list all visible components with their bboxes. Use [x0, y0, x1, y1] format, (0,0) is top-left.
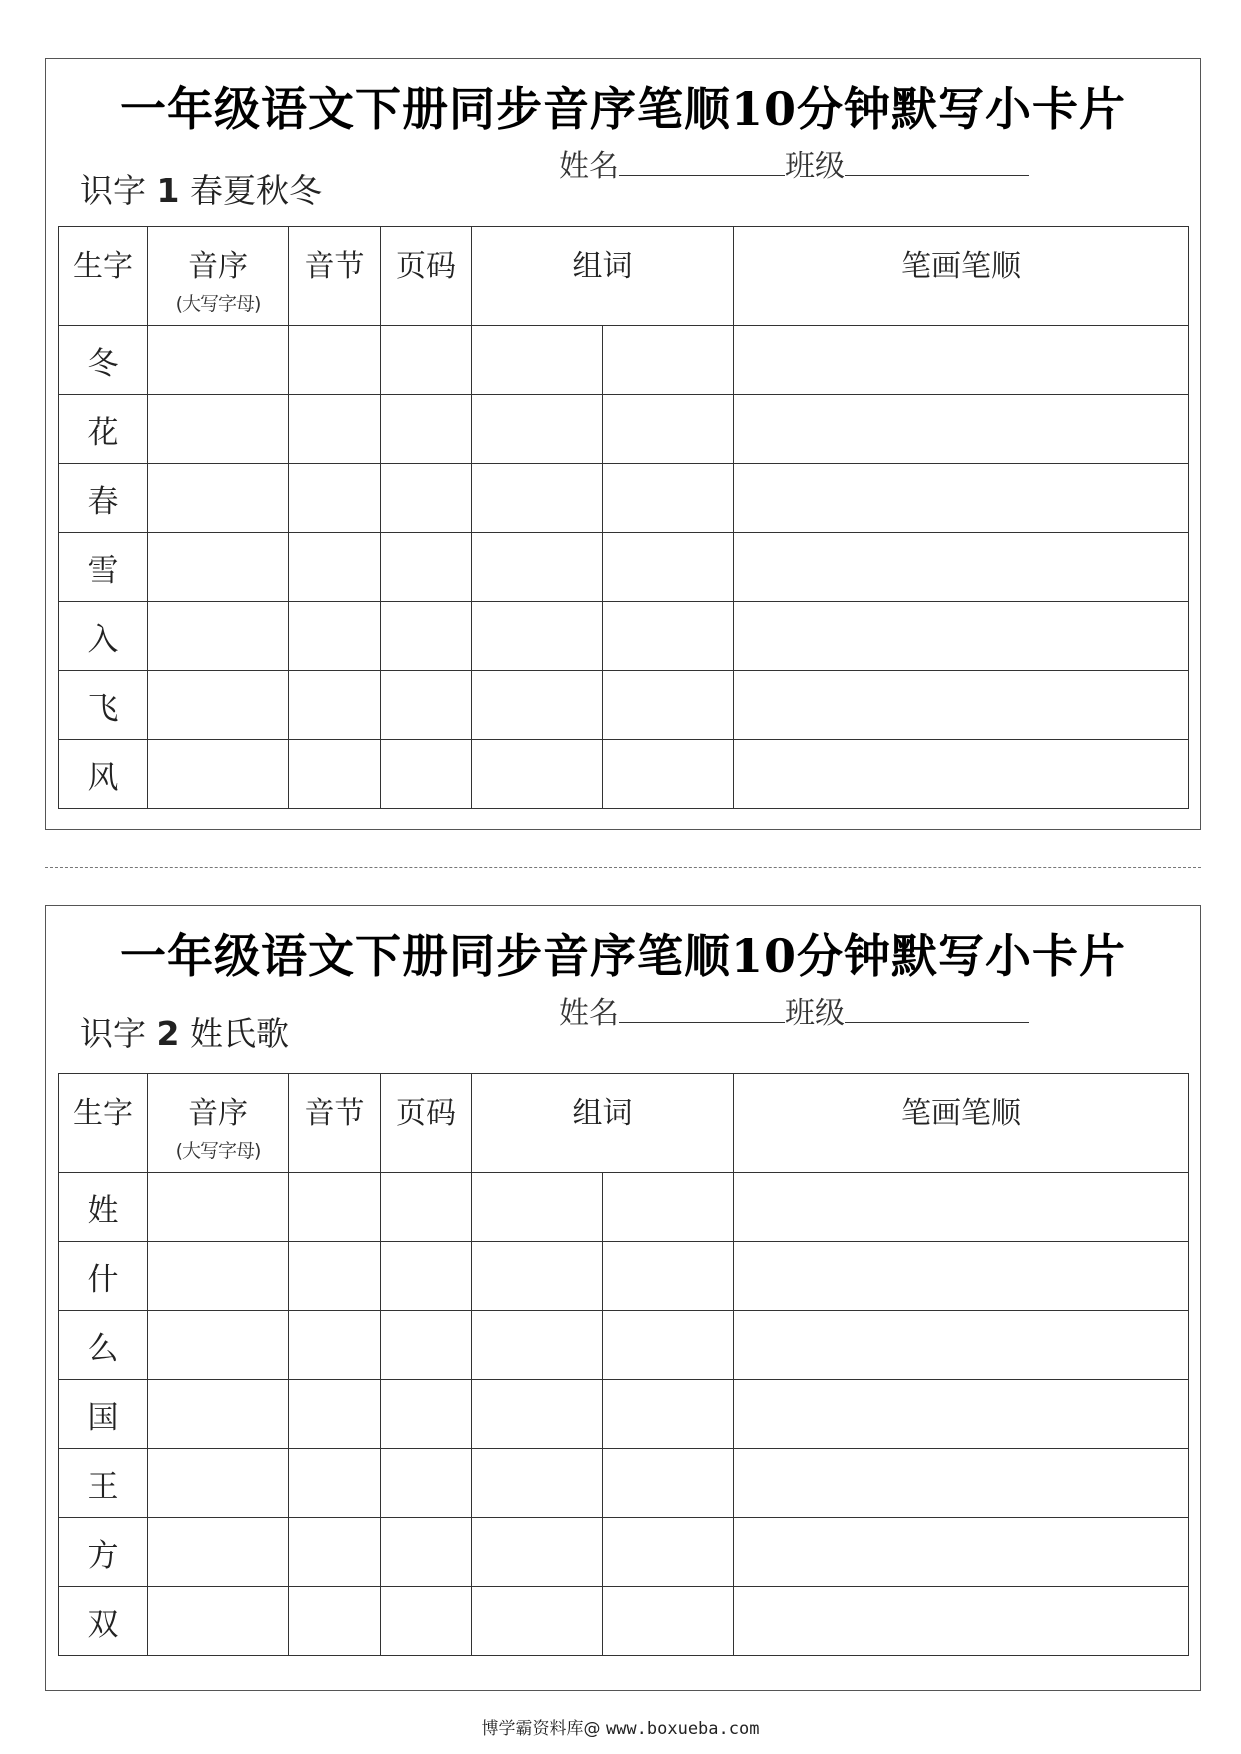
class-label: 班级 — [785, 996, 845, 1031]
yema-cell[interactable] — [381, 602, 472, 671]
table-row — [59, 671, 1189, 740]
yinjie-cell[interactable] — [289, 1587, 381, 1656]
dictation-table — [58, 226, 1189, 809]
zuci-cell-2[interactable] — [603, 1587, 734, 1656]
bihua-cell[interactable] — [734, 326, 1189, 395]
zuci-cell-2[interactable] — [603, 326, 734, 395]
lesson-heading — [80, 165, 322, 212]
bihua-cell[interactable] — [734, 740, 1189, 809]
yinjie-cell[interactable] — [289, 602, 381, 671]
table-row — [59, 740, 1189, 809]
character-cell: 什 — [59, 1242, 148, 1311]
name-blank[interactable] — [619, 992, 785, 1023]
yinjie-cell[interactable] — [289, 326, 381, 395]
lesson-number: 1 — [156, 171, 180, 210]
bihua-cell[interactable] — [734, 1449, 1189, 1518]
table-row — [59, 602, 1189, 671]
header-zuci: 组词 — [472, 1074, 734, 1173]
zuci-cell-1[interactable] — [472, 1587, 603, 1656]
character-cell: 国 — [59, 1380, 148, 1449]
bihua-cell[interactable] — [734, 395, 1189, 464]
yinxu-cell[interactable] — [148, 671, 289, 740]
table-row — [59, 1242, 1189, 1311]
name-class-line — [559, 988, 1029, 1032]
zuci-cell-2[interactable] — [603, 533, 734, 602]
table-row — [59, 1449, 1189, 1518]
yema-cell[interactable] — [381, 1173, 472, 1242]
header-yinjie: 音节 — [289, 1074, 381, 1173]
zuci-cell-2[interactable] — [603, 1380, 734, 1449]
yinjie-cell[interactable] — [289, 1311, 381, 1380]
zuci-cell-2[interactable] — [603, 1173, 734, 1242]
dictation-table — [58, 1073, 1189, 1656]
yinxu-cell[interactable] — [148, 1518, 289, 1587]
card-title: 一年级语文下册同步音序笔顺10分钟默写小卡片 — [119, 929, 1126, 983]
zuci-cell-1[interactable] — [472, 740, 603, 809]
zuci-cell-2[interactable] — [603, 1449, 734, 1518]
yema-cell[interactable] — [381, 1518, 472, 1587]
footer-site-name: 博学霸资料库@ — [481, 1719, 601, 1739]
yinxu-cell[interactable] — [148, 1173, 289, 1242]
bihua-cell[interactable] — [734, 1518, 1189, 1587]
yema-cell[interactable] — [381, 395, 472, 464]
zuci-cell-2[interactable] — [603, 740, 734, 809]
header-yinjie: 音节 — [289, 227, 381, 326]
yema-cell[interactable] — [381, 1380, 472, 1449]
yinxu-cell[interactable] — [148, 1449, 289, 1518]
zuci-cell-1[interactable] — [472, 326, 603, 395]
yema-cell[interactable] — [381, 1587, 472, 1656]
zuci-cell-1[interactable] — [472, 1173, 603, 1242]
header-char: 生字 — [59, 1074, 148, 1173]
cut-line-divider — [45, 867, 1201, 868]
header-yinxu-note: (大写字母) — [175, 1140, 261, 1162]
zuci-cell-1[interactable] — [472, 533, 603, 602]
zuci-cell-2[interactable] — [603, 671, 734, 740]
header-bihua: 笔画笔顺 — [734, 227, 1189, 326]
yema-cell[interactable] — [381, 671, 472, 740]
character-cell: 方 — [59, 1518, 148, 1587]
character-cell: 姓 — [59, 1173, 148, 1242]
character-cell: 花 — [59, 395, 148, 464]
header-bihua: 笔画笔顺 — [734, 1074, 1189, 1173]
zuci-cell-2[interactable] — [603, 395, 734, 464]
table-row — [59, 1587, 1189, 1656]
header-zuci: 组词 — [472, 227, 734, 326]
yinjie-cell[interactable] — [289, 671, 381, 740]
character-cell: 飞 — [59, 671, 148, 740]
zuci-cell-1[interactable] — [472, 1449, 603, 1518]
yema-cell[interactable] — [381, 1242, 472, 1311]
yinjie-cell[interactable] — [289, 1242, 381, 1311]
header-row — [59, 1074, 1189, 1173]
yinxu-cell[interactable] — [148, 326, 289, 395]
zuci-cell-1[interactable] — [472, 671, 603, 740]
yema-cell[interactable] — [381, 326, 472, 395]
name-label: 姓名 — [559, 149, 619, 184]
table-row — [59, 464, 1189, 533]
zuci-cell-1[interactable] — [472, 1311, 603, 1380]
yinxu-cell[interactable] — [148, 740, 289, 809]
yinxu-cell[interactable] — [148, 1242, 289, 1311]
lesson-prefix: 识字 — [80, 1014, 146, 1053]
name-label: 姓名 — [559, 996, 619, 1031]
footer-url[interactable]: www.boxueba.com — [605, 1719, 760, 1739]
zuci-cell-1[interactable] — [472, 464, 603, 533]
yinjie-cell[interactable] — [289, 464, 381, 533]
yinjie-cell[interactable] — [289, 1449, 381, 1518]
bihua-cell[interactable] — [734, 533, 1189, 602]
bihua-cell[interactable] — [734, 671, 1189, 740]
bihua-cell[interactable] — [734, 1587, 1189, 1656]
card-title: 一年级语文下册同步音序笔顺10分钟默写小卡片 — [119, 82, 1126, 136]
lesson-heading — [80, 1008, 289, 1055]
character-cell: 风 — [59, 740, 148, 809]
character-cell: 春 — [59, 464, 148, 533]
zuci-cell-1[interactable] — [472, 395, 603, 464]
yinxu-cell[interactable] — [148, 602, 289, 671]
table-row — [59, 395, 1189, 464]
bihua-cell[interactable] — [734, 1311, 1189, 1380]
header-yinxu-note: (大写字母) — [175, 293, 261, 315]
bihua-cell[interactable] — [734, 464, 1189, 533]
yema-cell[interactable] — [381, 1311, 472, 1380]
header-row — [59, 227, 1189, 326]
yinxu-cell[interactable] — [148, 1311, 289, 1380]
dictation-card-1 — [45, 58, 1201, 830]
zuci-cell-2[interactable] — [603, 1311, 734, 1380]
yema-cell[interactable] — [381, 1449, 472, 1518]
header-yinxu: 音序 (大写字母) — [148, 1074, 289, 1173]
table-row — [59, 1311, 1189, 1380]
lesson-name: 春夏秋冬 — [189, 171, 322, 210]
table-row — [59, 533, 1189, 602]
header-yinxu: 音序 (大写字母) — [148, 227, 289, 326]
lesson-number: 2 — [156, 1014, 180, 1053]
yema-cell[interactable] — [381, 533, 472, 602]
yinxu-cell[interactable] — [148, 533, 289, 602]
header-yema: 页码 — [381, 227, 472, 326]
yinjie-cell[interactable] — [289, 1518, 381, 1587]
yinxu-cell[interactable] — [148, 1587, 289, 1656]
character-cell: 双 — [59, 1587, 148, 1656]
character-cell: 冬 — [59, 326, 148, 395]
lesson-name: 姓氏歌 — [189, 1014, 289, 1053]
character-cell: 入 — [59, 602, 148, 671]
yinjie-cell[interactable] — [289, 395, 381, 464]
class-blank[interactable] — [845, 992, 1029, 1023]
character-cell: 王 — [59, 1449, 148, 1518]
header-yema: 页码 — [381, 1074, 472, 1173]
yinjie-cell[interactable] — [289, 740, 381, 809]
yema-cell[interactable] — [381, 464, 472, 533]
yinjie-cell[interactable] — [289, 1173, 381, 1242]
table-row — [59, 1518, 1189, 1587]
bihua-cell[interactable] — [734, 1380, 1189, 1449]
yinjie-cell[interactable] — [289, 533, 381, 602]
zuci-cell-1[interactable] — [472, 602, 603, 671]
zuci-cell-2[interactable] — [603, 602, 734, 671]
zuci-cell-2[interactable] — [603, 464, 734, 533]
zuci-cell-2[interactable] — [603, 1518, 734, 1587]
zuci-cell-2[interactable] — [603, 1242, 734, 1311]
class-blank[interactable] — [845, 145, 1029, 176]
table-row — [59, 326, 1189, 395]
zuci-cell-1[interactable] — [472, 1242, 603, 1311]
name-blank[interactable] — [619, 145, 785, 176]
character-cell: 么 — [59, 1311, 148, 1380]
dictation-card-2 — [45, 905, 1201, 1691]
class-label: 班级 — [785, 149, 845, 184]
yinjie-cell[interactable] — [289, 1380, 381, 1449]
footer — [0, 1714, 1241, 1739]
header-char: 生字 — [59, 227, 148, 326]
lesson-prefix: 识字 — [80, 171, 146, 210]
table-row — [59, 1173, 1189, 1242]
bihua-cell[interactable] — [734, 602, 1189, 671]
character-cell: 雪 — [59, 533, 148, 602]
zuci-cell-1[interactable] — [472, 1518, 603, 1587]
yinxu-cell[interactable] — [148, 1380, 289, 1449]
bihua-cell[interactable] — [734, 1173, 1189, 1242]
table-row — [59, 1380, 1189, 1449]
yema-cell[interactable] — [381, 740, 472, 809]
zuci-cell-1[interactable] — [472, 1380, 603, 1449]
yinxu-cell[interactable] — [148, 464, 289, 533]
bihua-cell[interactable] — [734, 1242, 1189, 1311]
name-class-line — [559, 141, 1029, 185]
yinxu-cell[interactable] — [148, 395, 289, 464]
